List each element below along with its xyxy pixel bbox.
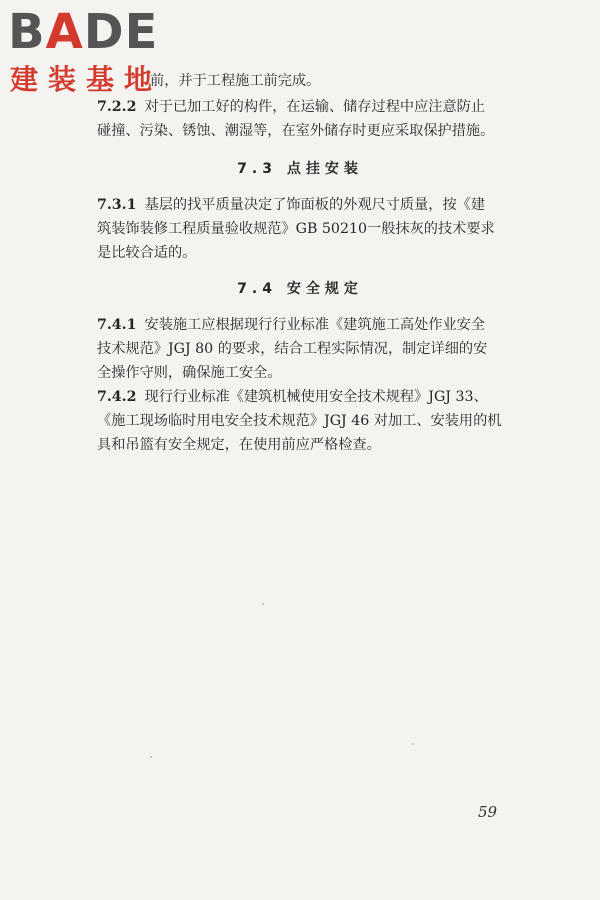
clause-text: 对于已加工好的构件，在运输、储存过程中应注意防止 (144, 99, 486, 115)
continuation-line: 前，并于工程施工前完成。 (150, 73, 321, 89)
clause-7-4-2-cont: 《施工现场临时用电安全技术规范》JGJ 46 对加工、安装用的机 (97, 413, 502, 429)
clause-number: 7.2.2 (97, 99, 137, 115)
section-heading-7-3: 7.3 点挂安装 (237, 161, 363, 177)
clause-7-3-1 (97, 196, 507, 214)
clause-7-4-1 (97, 316, 507, 334)
logo-subtitle: 建装基地 (10, 63, 163, 96)
clause-number: 7.4.1 (97, 317, 137, 333)
scan-speck (150, 756, 152, 758)
clause-7-4-1-cont: 全操作守则，确保施工安全。 (97, 365, 282, 381)
scan-speck (412, 743, 414, 745)
page-number: 59 (478, 803, 498, 821)
clause-7-2-2 (97, 98, 507, 116)
section-heading-7-4: 7.4 安全规定 (237, 281, 363, 297)
clause-text: 安装施工应根据现行行业标准《建筑施工高处作业安全 (144, 317, 486, 333)
clause-number: 7.3.1 (97, 197, 137, 213)
clause-text: 现行行业标准《建筑机械使用安全技术规程》JGJ 33、 (144, 389, 488, 405)
clause-7-3-1-cont: 是比较合适的。 (97, 245, 197, 261)
clause-text: 基层的找平质量决定了饰面板的外观尺寸质量，按《建 (144, 197, 486, 213)
clause-7-2-2-cont: 碰撞、污染、锈蚀、潮湿等，在室外储存时更应采取保护措施。 (97, 123, 495, 139)
clause-7-4-2 (97, 388, 507, 406)
clause-7-4-1-cont: 技术规范》JGJ 80 的要求，结合工程实际情况，制定详细的安 (97, 341, 488, 357)
clause-7-3-1-cont: 筑装饰装修工程质量验收规范》GB 50210一般抹灰的技术要求 (97, 221, 495, 237)
scan-speck (262, 603, 264, 605)
clause-7-4-2-cont: 具和吊篮有安全规定，在使用前应严格检查。 (97, 437, 381, 453)
logo-wordmark: BADE (8, 4, 159, 60)
clause-number: 7.4.2 (97, 389, 137, 405)
